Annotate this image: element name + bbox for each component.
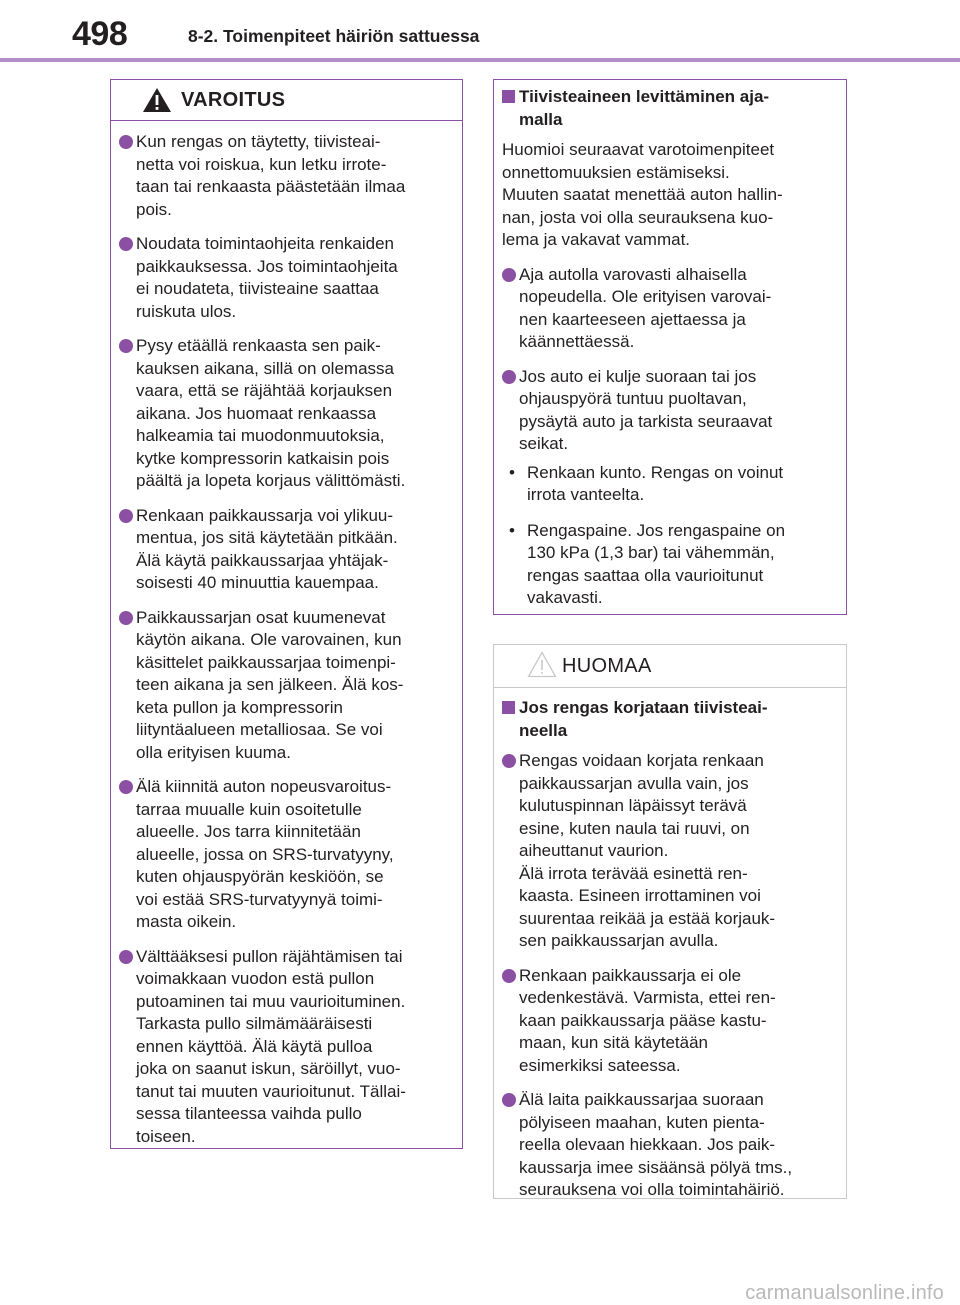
warning-item: Kun rengas on täytetty, tiivisteai- netta voi roiskua, kun letku irrote- taan tai renkaasta päästetään ilmaa pois. [119, 131, 452, 221]
bullet-dot-icon [502, 969, 516, 983]
bullet-dot-icon [119, 339, 133, 353]
bullet-dot-icon [119, 950, 133, 964]
bullet-dot-icon [119, 780, 133, 794]
warning-item: Noudata toimintaohjeita renkaiden paikkauksessa. Jos toimintaohjeita ei noudateta, tiivisteaine saattaa ruiskuta ulos. [119, 233, 452, 323]
spreading-bullet: • Rengaspaine. Jos rengaspaine on 130 kPa (1,3 bar) tai vähemmän, rengas saattaa olla vaurioitunut vakavasti. [509, 520, 786, 607]
notice-box-header [494, 645, 846, 688]
spreading-heading: Tiivisteaineen levittäminen aja- malla [502, 86, 836, 131]
warning-triangle-icon [142, 87, 172, 113]
notice-item: Älä laita paikkaussarjaa suoraan pölyiseen maahan, kuten pienta- reella olevaan hiekkaan. Jos paik- kaussarja imee sisäänsä pölyä tms., seurauksena voi olla toimintahäiriö. [502, 1089, 836, 1202]
bullet-dot-icon [502, 268, 516, 282]
warning-item: Välttääksesi pullon räjähtämisen tai voimakkaan vuodon estä pullon putoaminen tai muu vaurioituminen. Tarkasta pullo silmämääräisesti ennen käyttöä. Älä käytä pulloa joka on saanut iskun, säröillyt, vuo- tanut tai muuten vaurioitunut. Tällai- sessa tilanteessa vaihda pullo toiseen. [119, 946, 452, 1149]
section-square-icon [502, 701, 515, 714]
watermark: carmanualsonline.info [745, 1282, 944, 1304]
warning-list [111, 121, 462, 1148]
bullet-mark: • [509, 520, 515, 540]
notice-item: Renkaan paikkaussarja ei ole vedenkestävä. Varmista, ettei ren- kaan paikkaussarja pääse kastu- maan, kun sitä käytetään esimerkiksi sateessa. [502, 965, 836, 1078]
bullet-dot-icon [502, 1093, 516, 1107]
warning-box-header [111, 80, 462, 121]
notice-content [494, 688, 846, 1202]
bullet-dot-icon [119, 237, 133, 251]
section-square-icon [502, 90, 515, 103]
bullet-dot-icon [119, 611, 133, 625]
bullet-dot-icon [119, 135, 133, 149]
page-header [0, 0, 960, 62]
spreading-item: Aja autolla varovasti alhaisella nopeudella. Ole erityisen varovai- nen kaarteeseen ajettaessa ja käännettäessä. [502, 264, 836, 354]
warning-box [110, 79, 463, 1149]
bullet-dot-icon [502, 754, 516, 768]
spreading-item: Jos auto ei kulje suoraan tai jos ohjauspyörä tuntuu puoltavan, pysäytä auto ja tarkista seuraavat seikat. [502, 366, 836, 456]
warning-item: Renkaan paikkaussarja voi ylikuu- mentua, jos sitä käytetään pitkään. Älä käytä paikkaussarjaa yhtäjak- soisesti 40 minuuttia kauempaa. [119, 505, 452, 595]
spreading-intro: Huomioi seuraavat varotoimenpiteet onnettomuuksien estämiseksi. Muuten saatat menettää auton hallin- nan, josta voi olla seurauksena kuo- lema ja vakavat vammat. [502, 140, 783, 249]
spreading-box [493, 79, 847, 615]
header-rule [0, 58, 960, 62]
spreading-bullet: • Renkaan kunto. Rengas on voinut irrota vanteelta. [509, 462, 784, 504]
section-title: 8-2. Toimenpiteet häiriön sattuessa [188, 26, 480, 46]
notice-heading: Jos rengas korjataan tiivisteai- neella [502, 697, 836, 742]
notice-triangle-icon [527, 651, 557, 678]
warning-title: VAROITUS [181, 89, 286, 111]
bullet-mark: • [509, 462, 515, 482]
notice-title: HUOMAA [562, 655, 652, 677]
warning-item: Pysy etäällä renkaasta sen paik- kauksen aikana, sillä on olemassa vaara, että se räjähtää korjauksen aikana. Jos huomaat renkaassa halkeamia tai muodonmuutoksia, kytke kompressorin katkaisin pois päältä ja lopeta korjaus välittömästi. [119, 335, 452, 493]
notice-item: Rengas voidaan korjata renkaan paikkaussarjan avulla vain, jos kulutuspinnan läpäissyt terävä esine, kuten naula tai ruuvi, on aiheuttanut vaurion. Älä irrota terävää esinettä ren- kaasta. Esineen irrottaminen voi suurentaa reikää ja estää korjauk- sen paikkaussarjan avulla. [502, 750, 836, 953]
spreading-content [494, 80, 846, 610]
warning-item: Älä kiinnitä auton nopeusvaroitus- tarraa muualle kuin osoitetulle alueelle. Jos tarra kiinnitetään alueelle, jossa on SRS-turvatyyny, kuten ohjauspyörän keskiöön, se voi estää SRS-turvatyynyä toimi- masta oikein. [119, 776, 452, 934]
warning-item: Paikkaussarjan osat kuumenevat käytön aikana. Ole varovainen, kun käsittelet paikkaussarjaa toimenpi- teen aikana ja sen jälkeen. Älä kos- keta pullon ja kompressorin liityntäalueen metalliosaa. Se voi olla erityisen kuuma. [119, 607, 452, 765]
notice-box [493, 644, 847, 1199]
bullet-dot-icon [502, 370, 516, 384]
bullet-dot-icon [119, 509, 133, 523]
page-number: 498 [72, 15, 128, 53]
